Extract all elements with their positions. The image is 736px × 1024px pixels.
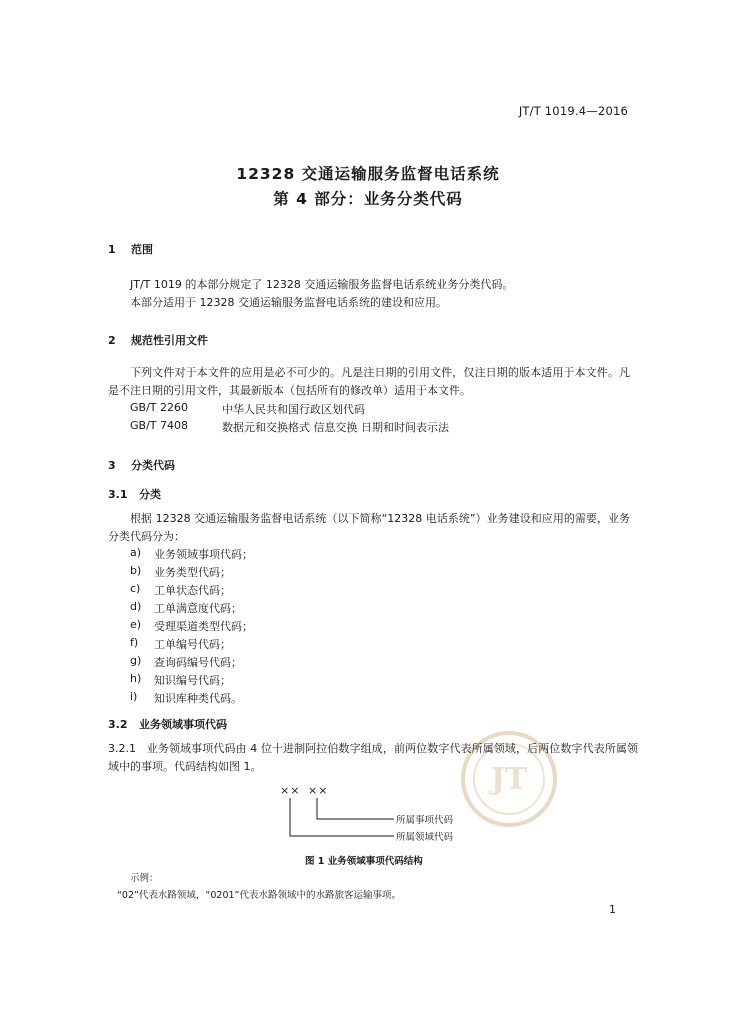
list-item: 知识编号代码； <box>154 674 231 687</box>
standard-number: JT/T 1019.4—2016 <box>518 104 628 118</box>
reference-title: 数据元和交换格式 信息交换 日期和时间表示法 <box>222 421 449 434</box>
example-label: 示例： <box>130 873 159 884</box>
section-2-paragraph: 下列文件对于本文件的应用是必不可少的。凡是注日期的引用文件，仅注日期的版本适用于本文件。凡是不注日期的引用文件，其最新版本（包括所有的修改单）适用于本文件。 <box>108 366 630 397</box>
page-number: 1 <box>609 903 616 916</box>
section-2-heading <box>108 332 208 348</box>
reference-code: GB/T 2260 <box>130 401 188 414</box>
figure-label-domain: 所属领域代码 <box>396 832 454 843</box>
list-item: 业务类型代码； <box>154 566 231 579</box>
section-1-heading <box>108 241 153 257</box>
section-title: 业务领域事项代码 <box>139 718 227 731</box>
list-item: 受理渠道类型代码； <box>154 620 253 633</box>
watermark-text: JT <box>490 762 528 797</box>
section-3-2-heading <box>108 716 227 732</box>
document-title-line2: 第 4 部分：业务分类代码 <box>273 190 463 208</box>
figure-connector-lines <box>280 796 400 840</box>
figure-caption: 图 1 业务领域事项代码结构 <box>305 856 423 867</box>
section-title: 分类 <box>139 488 161 501</box>
reference-code: GB/T 7408 <box>130 419 188 432</box>
section-title: 分类代码 <box>130 459 175 472</box>
reference-title: 中华人民共和国行政区划代码 <box>222 403 365 416</box>
section-number: 3.1 <box>108 488 128 501</box>
list-item: 查询码编号代码； <box>154 656 242 669</box>
list-item-marker: d) <box>130 600 142 613</box>
example-text: “02”代表水路领域，“0201”代表水路领域中的水路旅客运输事项。 <box>117 890 401 901</box>
list-item: 工单编号代码； <box>154 638 231 651</box>
section-3-1-paragraph: 根据 12328 交通运输服务监督电话系统（以下简称“12328 电话系统”）业务建设和应用的需要，业务分类代码分为： <box>108 512 630 543</box>
list-item-marker: h) <box>130 672 142 685</box>
section-1-paragraph-2: 本部分适用于 12328 交通运输服务监督电话系统的建设和应用。 <box>130 296 447 309</box>
clause-text: 业务领域事项代码由 4 位十进制阿拉伯数字组成，前两位数字代表所属领域，后两位数字代表所属领域中的事项。代码结构如图 1。 <box>108 742 638 773</box>
section-3-1-heading <box>108 486 161 502</box>
list-item: 工单状态代码； <box>154 584 231 597</box>
clause-number: 3.2.1 <box>108 742 136 755</box>
list-item-marker: e) <box>130 618 142 631</box>
list-item-marker: g) <box>130 654 142 667</box>
section-number: 1 <box>108 243 116 256</box>
list-item-marker: c) <box>130 582 141 595</box>
figure-code-right: ×× <box>308 784 329 797</box>
document-title-line1: 12328 交通运输服务监督电话系统 <box>236 165 500 183</box>
section-3-heading <box>108 457 175 473</box>
section-title: 规范性引用文件 <box>130 334 208 347</box>
list-item: 工单满意度代码； <box>154 602 242 615</box>
section-title: 范围 <box>130 243 153 256</box>
section-number: 3 <box>108 459 116 472</box>
section-1-paragraph-1: JT/T 1019 的本部分规定了 12328 交通运输服务监督电话系统业务分类代码。 <box>130 278 514 291</box>
section-number: 3.2 <box>108 718 128 731</box>
section-number: 2 <box>108 334 116 347</box>
figure-code-left: ×× <box>280 784 301 797</box>
figure-label-item: 所属事项代码 <box>396 815 454 826</box>
section-3-2-1-paragraph <box>108 740 638 776</box>
list-item: 知识库种类代码。 <box>154 692 242 705</box>
list-item-marker: i) <box>130 690 138 703</box>
list-item-marker: a) <box>130 546 142 559</box>
list-item-marker: f) <box>130 636 139 649</box>
list-item: 业务领域事项代码； <box>154 548 253 561</box>
list-item-marker: b) <box>130 564 142 577</box>
